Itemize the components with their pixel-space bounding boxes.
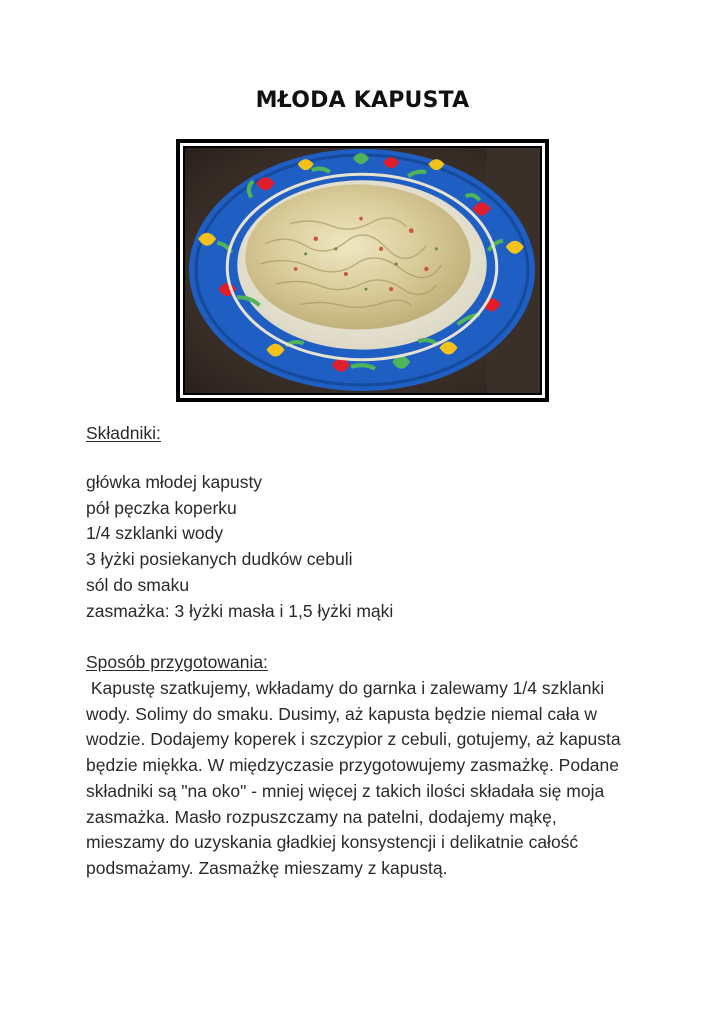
ingredient-item: 3 łyżki posiekanych dudków cebuli bbox=[86, 549, 353, 570]
recipe-title: MŁODA KAPUSTA bbox=[255, 88, 470, 113]
ingredient-item: pół pęczka koperku bbox=[86, 497, 237, 518]
method-text: Kapustę szatkujemy, wkładamy do garnka i zalewamy 1/4 szklanki wody. Solimy do smaku. Dusimy, aż kapusta będzie niemal cała w wodzie. Dodajemy koperek i szczypior z cebuli, gotujemy, aż kapusta będzie miękka. W międzyczasie przygotowujemy zasmażkę. Podane składniki są "na oko" - mniej więcej z takich ilości składała się moja zasmażka. Masło rozpuszczamy na patelni, dodajemy mąkę, mieszamy do uzyskania gładkiej konsystencji i delikatnie całość podsmażamy. Zasmażkę mieszamy z kapustą. bbox=[86, 678, 626, 878]
ingredient-item: 1/4 szklanki wody bbox=[86, 523, 224, 544]
cabbage-plate-image bbox=[185, 148, 540, 393]
recipe-photo-inner bbox=[180, 143, 545, 398]
method-heading: Sposób przygotowania: bbox=[86, 652, 268, 672]
ingredients-list bbox=[86, 470, 646, 624]
ingredient-item: zasmażka: 3 łyżki masła i 1,5 łyżki mąki bbox=[86, 600, 394, 621]
ingredients-section bbox=[86, 421, 646, 447]
ingredient-item: sól do smaku bbox=[86, 574, 190, 595]
ingredient-item: główka młodej kapusty bbox=[86, 472, 263, 492]
recipe-photo bbox=[176, 139, 549, 402]
method-section bbox=[86, 650, 646, 676]
ingredients-heading: Składniki: bbox=[86, 423, 161, 443]
